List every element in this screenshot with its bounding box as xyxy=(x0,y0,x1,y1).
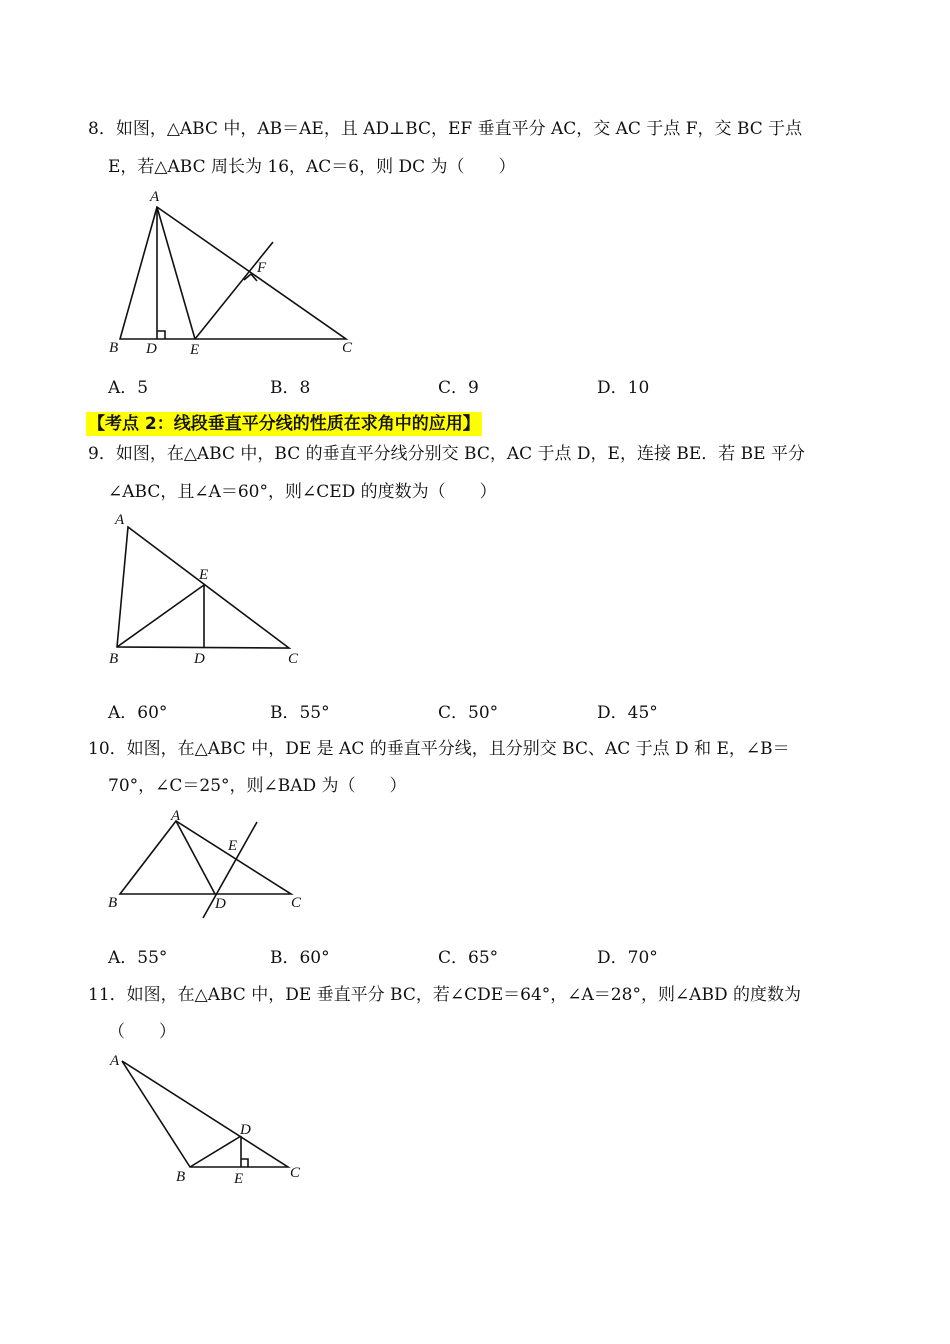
q8-label-d: D xyxy=(146,341,157,357)
q8-figure xyxy=(100,185,370,365)
q8-choice-a[interactable]: A．5 xyxy=(108,378,149,398)
q10-label-b: B xyxy=(108,895,118,911)
q11-label-e: E xyxy=(234,1171,244,1187)
q10-figure xyxy=(100,805,320,930)
q9-choice-b[interactable]: B．55° xyxy=(270,703,330,723)
q11-text-line1: 11．如图，在△ABC 中，DE 垂直平分 BC，若∠CDE＝64°，∠A＝28°，则∠ABD 的度数为 xyxy=(88,985,801,1005)
q10-label-d: D xyxy=(215,896,226,912)
q9-label-c: C xyxy=(288,651,299,667)
q11-label-b: B xyxy=(176,1169,186,1185)
q9-choice-c[interactable]: C．50° xyxy=(438,703,499,723)
q10-choice-c[interactable]: C．65° xyxy=(438,948,499,968)
q11-text-line2: （ ） xyxy=(108,1022,176,1042)
q9-label-b: B xyxy=(109,651,119,667)
q9-label-e: E xyxy=(199,567,209,583)
section-heading: 【考点 2：线段垂直平分线的性质在求角中的应用】 xyxy=(88,414,480,434)
q8-label-b: B xyxy=(109,340,119,356)
q9-choice-a[interactable]: A．60° xyxy=(108,703,168,723)
q8-choice-c[interactable]: C．9 xyxy=(438,378,479,398)
q8-label-a: A xyxy=(150,189,160,205)
q9-choice-d[interactable]: D．45° xyxy=(597,703,658,723)
q11-label-c: C xyxy=(290,1165,301,1181)
q10-label-c: C xyxy=(291,895,302,911)
q10-choice-a[interactable]: A．55° xyxy=(108,948,168,968)
q8-label-f: F xyxy=(257,260,267,276)
q9-label-d: D xyxy=(194,651,205,667)
q10-text-line2: 70°，∠C＝25°，则∠BAD 为（ ） xyxy=(108,776,407,796)
q10-label-e: E xyxy=(228,838,238,854)
q8-text-line2: E，若△ABC 周长为 16，AC＝6，则 DC 为（ ） xyxy=(108,157,516,177)
q11-figure xyxy=(100,1045,320,1195)
q10-choice-d[interactable]: D．70° xyxy=(597,948,658,968)
q10-text-line1: 10．如图，在△ABC 中，DE 是 AC 的垂直平分线，且分别交 BC、AC 于点 D 和 E，∠B＝ xyxy=(88,739,790,759)
q8-label-e: E xyxy=(190,342,200,358)
q11-label-d: D xyxy=(240,1122,251,1138)
q10-choice-b[interactable]: B．60° xyxy=(270,948,330,968)
q8-choice-b[interactable]: B．8 xyxy=(270,378,311,398)
q8-choice-d[interactable]: D．10 xyxy=(597,378,650,398)
q9-text-line2: ∠ABC，且∠A＝60°，则∠CED 的度数为（ ） xyxy=(108,482,497,502)
q10-label-a: A xyxy=(171,808,181,824)
q9-text-line1: 9．如图，在△ABC 中，BC 的垂直平分线分别交 BC，AC 于点 D，E，连接 BE．若 BE 平分 xyxy=(88,444,805,464)
q11-label-a: A xyxy=(110,1053,120,1069)
q8-text-line1: 8．如图，△ABC 中，AB＝AE，且 AD⊥BC，EF 垂直平分 AC，交 AC 于点 F，交 BC 于点 xyxy=(88,119,803,139)
q9-figure xyxy=(100,505,320,675)
q8-label-c: C xyxy=(342,340,353,356)
q9-label-a: A xyxy=(115,512,125,528)
